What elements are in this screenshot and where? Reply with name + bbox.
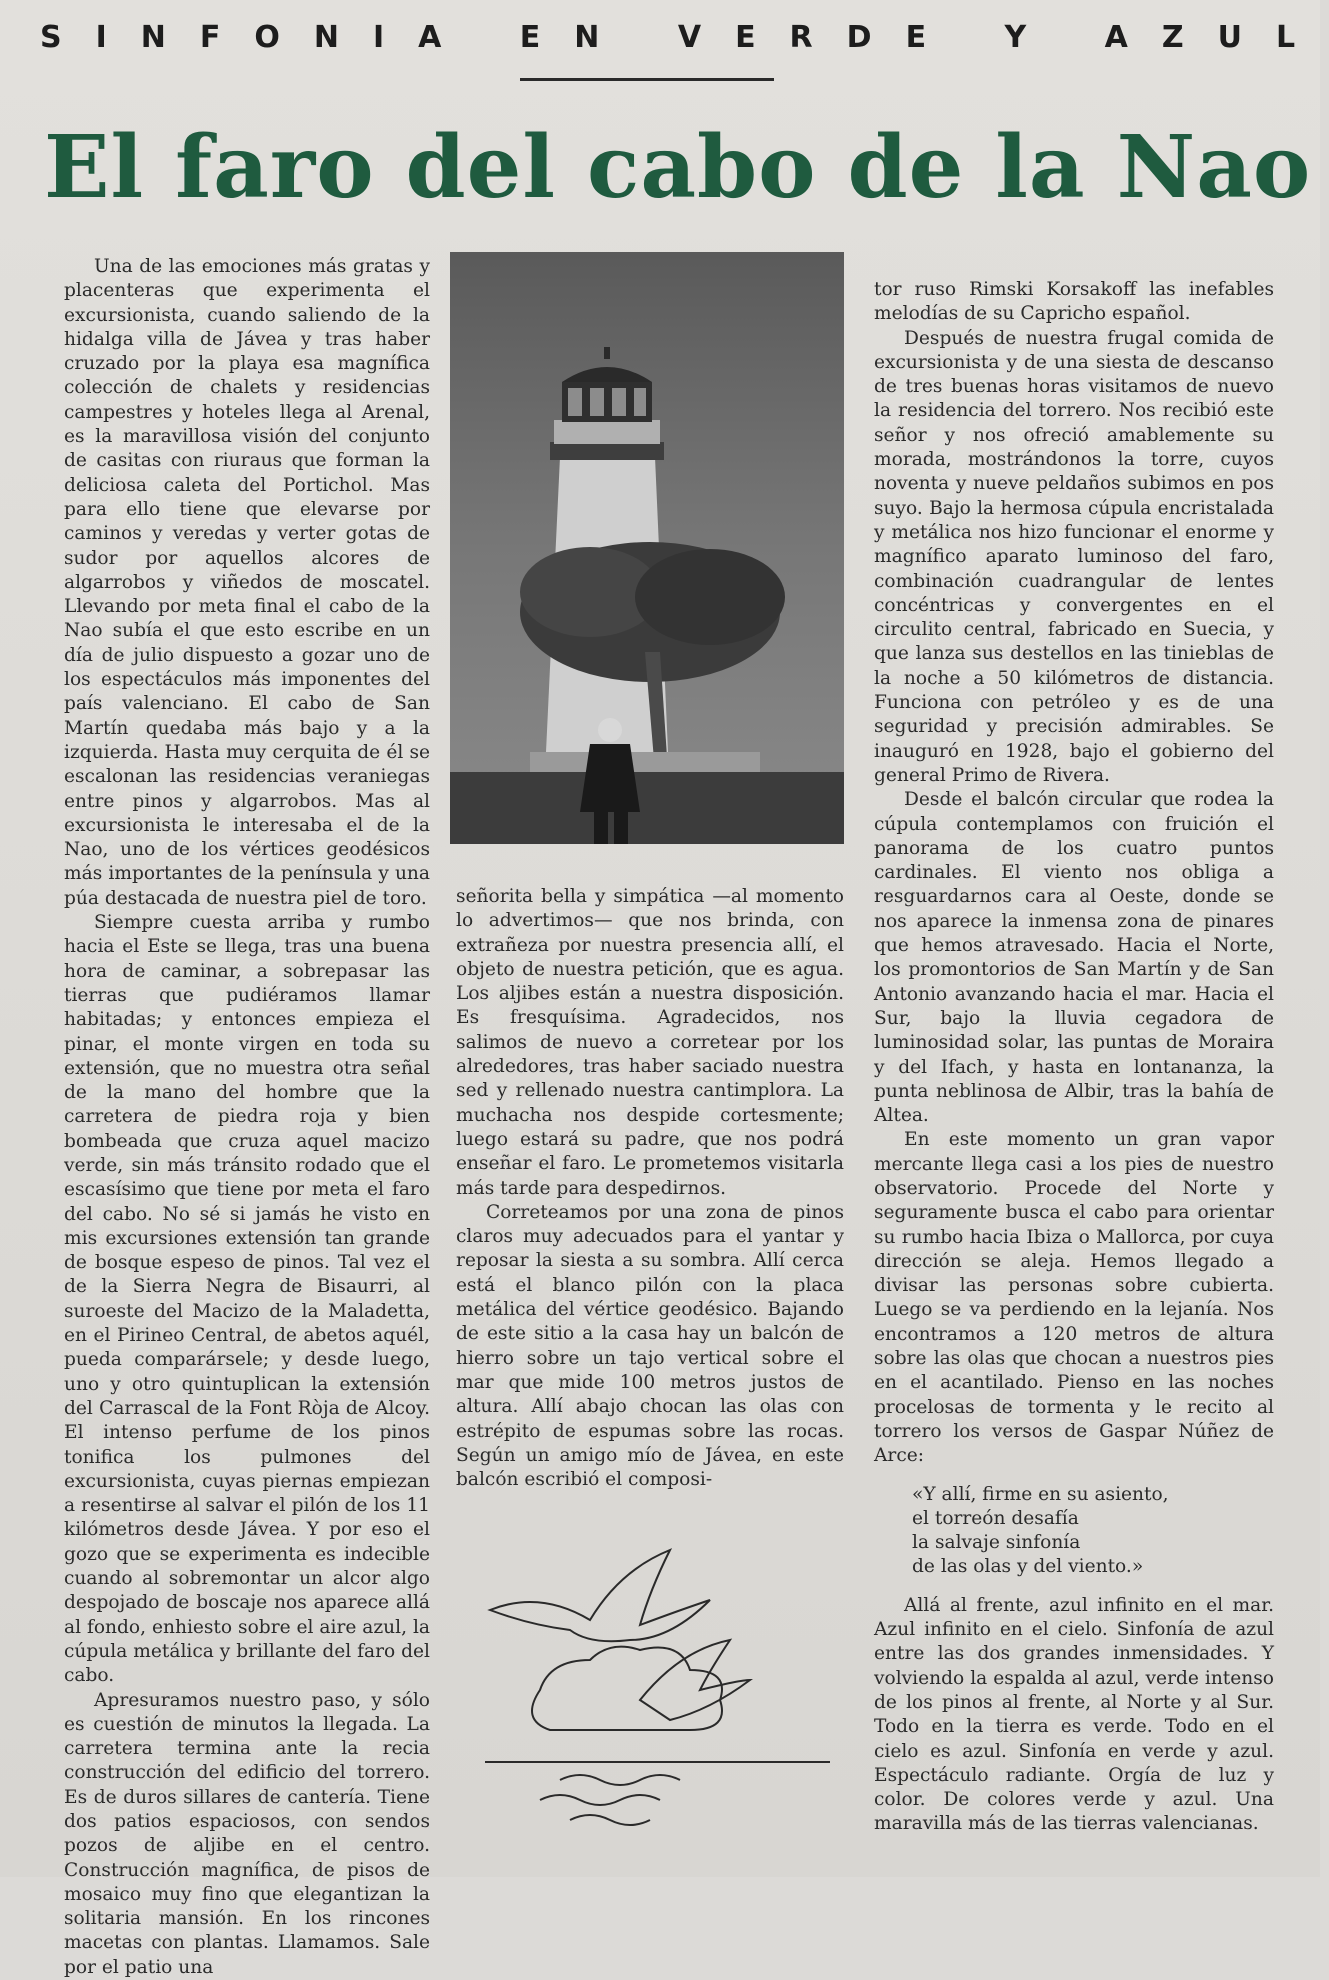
section-kicker: SINFONIA EN VERDE Y AZUL (40, 20, 1329, 55)
column-3 (874, 278, 1274, 1868)
verse-line: «Y allí, firme en su asiento, (912, 1483, 1169, 1505)
paragraph: En este momento un gran vapor mercante llega casi a los pies de nuestro observatorio. Procede del Norte y seguramente busca el cabo para orientar su rumbo hacia Ibiza o Mallorca, por cuya dirección se aleja. Hemos llegado a divisar las personas sobre cubierta. Luego se va perdiendo en la lejanía. Nos encontramos a 120 metros de altura sobre las olas que chocan a nuestros pies en el acantilado. Pienso en las noches procelosas de tormenta y le recito al torrero los versos de Gaspar Núñez de Arce: (874, 1129, 1274, 1467)
lighthouse-photo (450, 252, 844, 844)
paragraph: Después de nuestra frugal comida de excursionista y de una siesta de descanso de tres buenas horas visitamos de nuevo la residencia del torrero. Nos recibió este señor y nos ofreció amablemente su morada, mostrándonos la torre, cuyos noventa y nueve peldaños subimos en pos suyo. Bajo la hermosa cúpula encristalada y metálica nos hizo funcionar el enorme y magnífico aparato luminoso del faro, combinación cuadrangular de lentes concéntricas y convergentes en el circulito central, fabricado en Suecia, y que lanza sus destellos en las tinieblas de la noche a 50 kilómetros de distancia. Funciona con petróleo y es de una seguridad y precisión admirables. Se inauguró en 1928, bajo el gobierno del general Primo de Rivera. (874, 327, 1274, 786)
column-2 (456, 885, 844, 1491)
verse-line: la salvaje sinfonía (912, 1532, 1081, 1554)
paragraph: Siempre cuesta arriba y rumbo hacia el Este se llega, tras una buena hora de caminar, a sobrepasar las tierras que pudiéramos llamar habitadas; y entonces empieza el pinar, el monte virgen en toda su extensión, que no muestra otra señal de la mano del hombre que la carretera de piedra roja y bien bombeada que cruza aquel macizo verde, sin más tránsito rodado que el escasísimo que tiene por meta el faro del cabo. No sé si jamás he visto en mis excursiones extensión tan grande de bosque espeso de pinos. Tal vez el de la Sierra Negra de Bisaurri, al suroeste del Macizo de la Maladetta, en el Pirineo Central, de abetos aquél, pueda comparársele; y desde luego, uno y otro quintuplican la extensión del Carrascal de la Font Ròja de Alcoy. El intenso perfume de los pinos tonifica los pulmones del excursionista, cuyas piernas empiezan a resentirse al salvar el pilón de los 11 kilómetros desde Jávea. Y por eso el gozo que se experimenta es indecible cuando al sobremontar un alcor algo despojado de boscaje nos aparece allá al fondo, enhiesto sobre el aire azul, la cúpula metálica y brillante del faro del cabo. (64, 912, 430, 1687)
paragraph: tor ruso Rimski Korsakoff las inefables melodías de su Capricho español. (874, 279, 1274, 325)
paragraph: Allá al frente, azul infinito en el mar. Azul infinito en el cielo. Sinfonía de azul entre las dos grandes inmensidades. Y volviendo la espalda al azul, verde intenso de los pinos al frente, al Norte y al Sur. Todo en la tierra es verde. Todo en el cielo es azul. Sinfonía en verde y azul. Espectáculo radiante. Orgía de luz y color. De colores verde y azul. Una maravilla más de las tierras valencianas. (874, 1594, 1274, 1835)
verse-line: el torreón desafía (912, 1507, 1079, 1529)
paragraph: Una de las emociones más gratas y placenteras que experimenta el excursionista, cuando saliendo de la hidalga villa de Jávea y tras haber cruzado por la playa esa magnífica colección de chalets y residencias campestres y hoteles llega al Arenal, es la maravillosa visión del conjunto de casitas con riuraus que forman la deliciosa caleta del Portichol. Mas para ello tiene que elevarse por caminos y veredas y verter gotas de sudor por aquellos alcores de algarrobos y viñedos de moscatel. Llevando por meta final el cabo de la Nao subía el que esto escribe en un día de julio dispuesto a gozar uno de los espectáculos más imponentes del país valenciano. El cabo de San Martín quedaba más bajo y a la izquierda. Hasta muy cerquita de él se escalonan las residencias veraniegas entre pinos y algarrobos. Mas al excursionista le interesaba el de la Nao, uno de los vértices geodésicos más importantes de la península y una púa destacada de nuestra piel de toro. (64, 256, 430, 909)
seagulls-drawing (480, 1530, 840, 1830)
kicker-rule (520, 78, 774, 81)
article-title: El faro del cabo de la Nao (44, 117, 1312, 218)
column-1 (64, 255, 430, 1978)
lighthouse-illustration (450, 252, 844, 844)
paragraph: Correteamos por una zona de pinos claros muy adecuados para el yantar y reposar la siesta a su sombra. Allí cerca está el blanco pilón con la placa metálica del vértice geodésico. Bajando de este sitio a la casa hay un balcón de hierro sobre un tajo vertical sobre el mar que mide 100 metros justos de altura. Allí abajo chocan las olas con estrépito de espumas sobre las rocas. Según un amigo mío de Jávea, en este balcón escribió el composi- (456, 1201, 844, 1491)
paragraph: Apresuramos nuestro paso, y sólo es cuestión de minutos la llegada. La carretera termina ante la recia construcción del edificio del torrero. Es de duros sillares de cantería. Tiene dos patios espaciosos, con sendos pozos de aljibe en el centro. Construcción magnífica, de pisos de mosaico muy fino que elegantizan la solitaria mansión. En los rincones macetas con plantas. Llamamos. Sale por el patio una (64, 1689, 430, 1978)
paragraph: señorita bella y simpática —al momento lo advertimos— que nos brinda, con extrañeza por nuestra presencia allí, el objeto de nuestra petición, que es agua. Los aljibes están a nuestra disposición. Es fresquísima. Agradecidos, nos salimos de nuevo a corretear por los alrededores, tras haber saciado nuestra sed y rellenado nuestra cantimplora. La muchacha nos despide cortesmente; luego estará su padre, que nos podrá enseñar el faro. Le prometemos visitarla más tarde para despedirnos. (456, 886, 844, 1199)
verse-quote (912, 1483, 1274, 1580)
verse-line: de las olas y del viento.» (912, 1556, 1144, 1578)
paragraph: Desde el balcón circular que rodea la cúpula contemplamos con fruición el panorama de los cuatro puntos cardinales. El viento nos obliga a resguardarnos cara al Oeste, donde se nos aparece la inmensa zona de pinares que hemos atravesado. Hacia el Norte, los promontorios de San Martín y de San Antonio avanzando hacia el mar. Hacia el Sur, bajo la lluvia cegadora de luminosidad solar, las puntas de Moraira y del Ifach, y hasta en lontananza, la punta neblinosa de Albir, tras la bahía de Altea. (874, 789, 1274, 1127)
